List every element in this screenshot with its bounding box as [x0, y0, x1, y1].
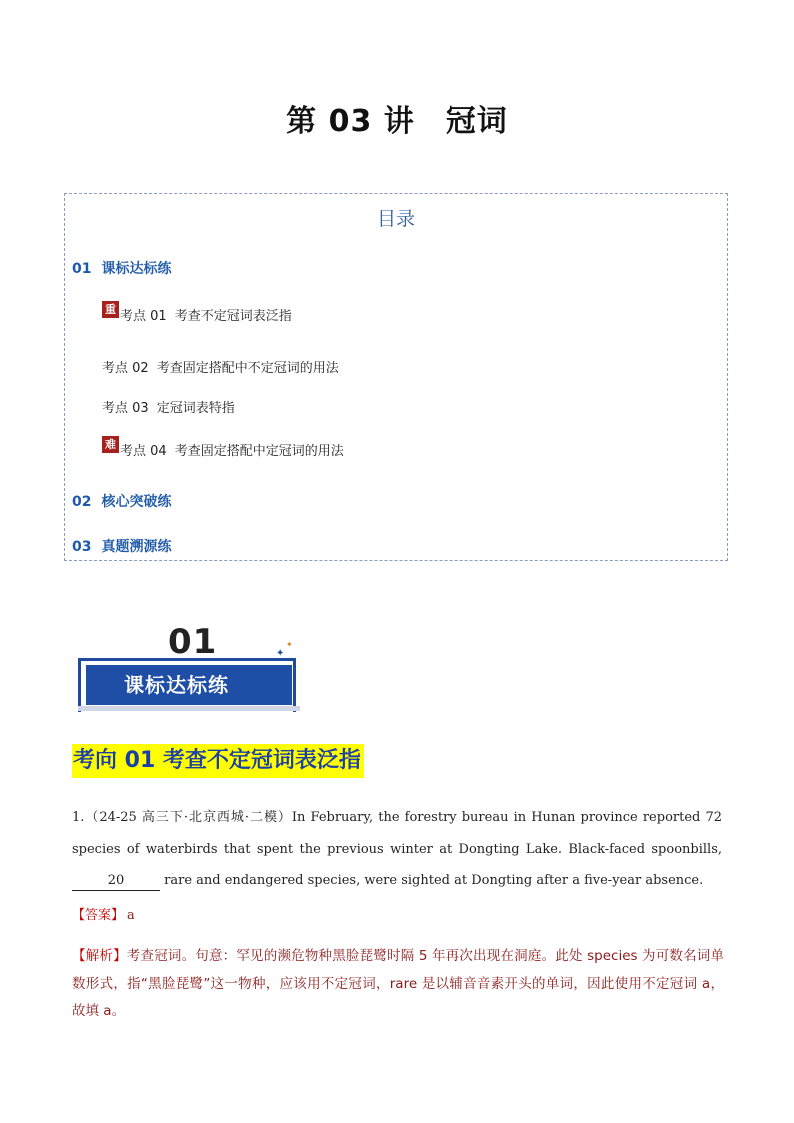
topic-heading: 考向 01 考查不定冠词表泛指 [72, 744, 364, 778]
toc-heading: 目录 [376, 208, 415, 230]
key-point-badge: 重 [102, 301, 119, 318]
answer-line [72, 904, 135, 923]
toc-section-number: 02 [72, 494, 92, 510]
toc-item-label: 定冠词表特指 [156, 401, 235, 416]
sparkle-icon: ✦ [276, 648, 285, 659]
toc-item-4[interactable] [102, 440, 344, 459]
question-text-after: rare and endangered species, were sighted at Dongting after a five-year absence. [164, 873, 704, 888]
toc-item-code: 考点 01 [120, 309, 167, 324]
toc-section-label: 课标达标练 [101, 261, 172, 277]
toc-item-label: 考查不定冠词表泛指 [174, 309, 292, 324]
section-banner [78, 620, 300, 715]
question-number: 1. [72, 810, 85, 825]
toc-item-label: 考查固定搭配中定冠词的用法 [174, 444, 344, 459]
toc-item-code: 考点 04 [120, 444, 167, 459]
question-text-before: In February, the forestry bureau in Hunan province reported 72 species of waterbirds that spent the previous winter at Dongting Lake. Black-faced spoonbills, [72, 810, 722, 857]
banner-shadow [78, 706, 300, 711]
toc-item-code: 考点 03 [102, 401, 149, 416]
banner-label: 课标达标练 [86, 665, 292, 705]
toc-section-number: 01 [72, 261, 92, 277]
banner-number: 01 [168, 622, 218, 662]
answer-label: 【答案】 [72, 908, 125, 923]
difficult-point-badge: 难 [102, 436, 119, 453]
sparkle-icon: ✦ [286, 640, 293, 649]
question-1 [72, 802, 722, 897]
toc-item-2[interactable] [102, 357, 339, 376]
page-title: 第 03 讲 冠词 [286, 104, 508, 139]
toc-section-label: 真题溯源练 [101, 539, 172, 555]
toc-item-3[interactable] [102, 397, 235, 416]
analysis-label: 【解析】 [72, 948, 127, 964]
toc-section-number: 03 [72, 539, 92, 555]
toc-item-code: 考点 02 [102, 361, 149, 376]
toc-item-label: 考查固定搭配中不定冠词的用法 [156, 361, 339, 376]
answer-blank[interactable]: 20 [72, 872, 160, 891]
toc-section-label: 核心突破练 [101, 494, 172, 510]
toc-section-1[interactable] [72, 258, 171, 278]
toc-section-3[interactable] [72, 536, 171, 556]
toc-section-2[interactable] [72, 491, 171, 511]
table-of-contents [64, 193, 728, 561]
answer-value: a [127, 908, 135, 923]
analysis-paragraph [72, 943, 724, 1026]
analysis-text: 考查冠词。句意：罕见的濒危物种黑脸琵鹭时隔 5 年再次出现在洞庭。此处 species 为可数名词单数形式，指“黑脸琵鹭”这一物种，应该用不定冠词，rare 是以辅音音素开头的单词，因此使用不定冠词 a，故填 a。 [72, 948, 724, 1019]
toc-item-1[interactable] [102, 305, 292, 324]
question-source: （24-25 高三下·北京西城·二模） [84, 810, 292, 825]
